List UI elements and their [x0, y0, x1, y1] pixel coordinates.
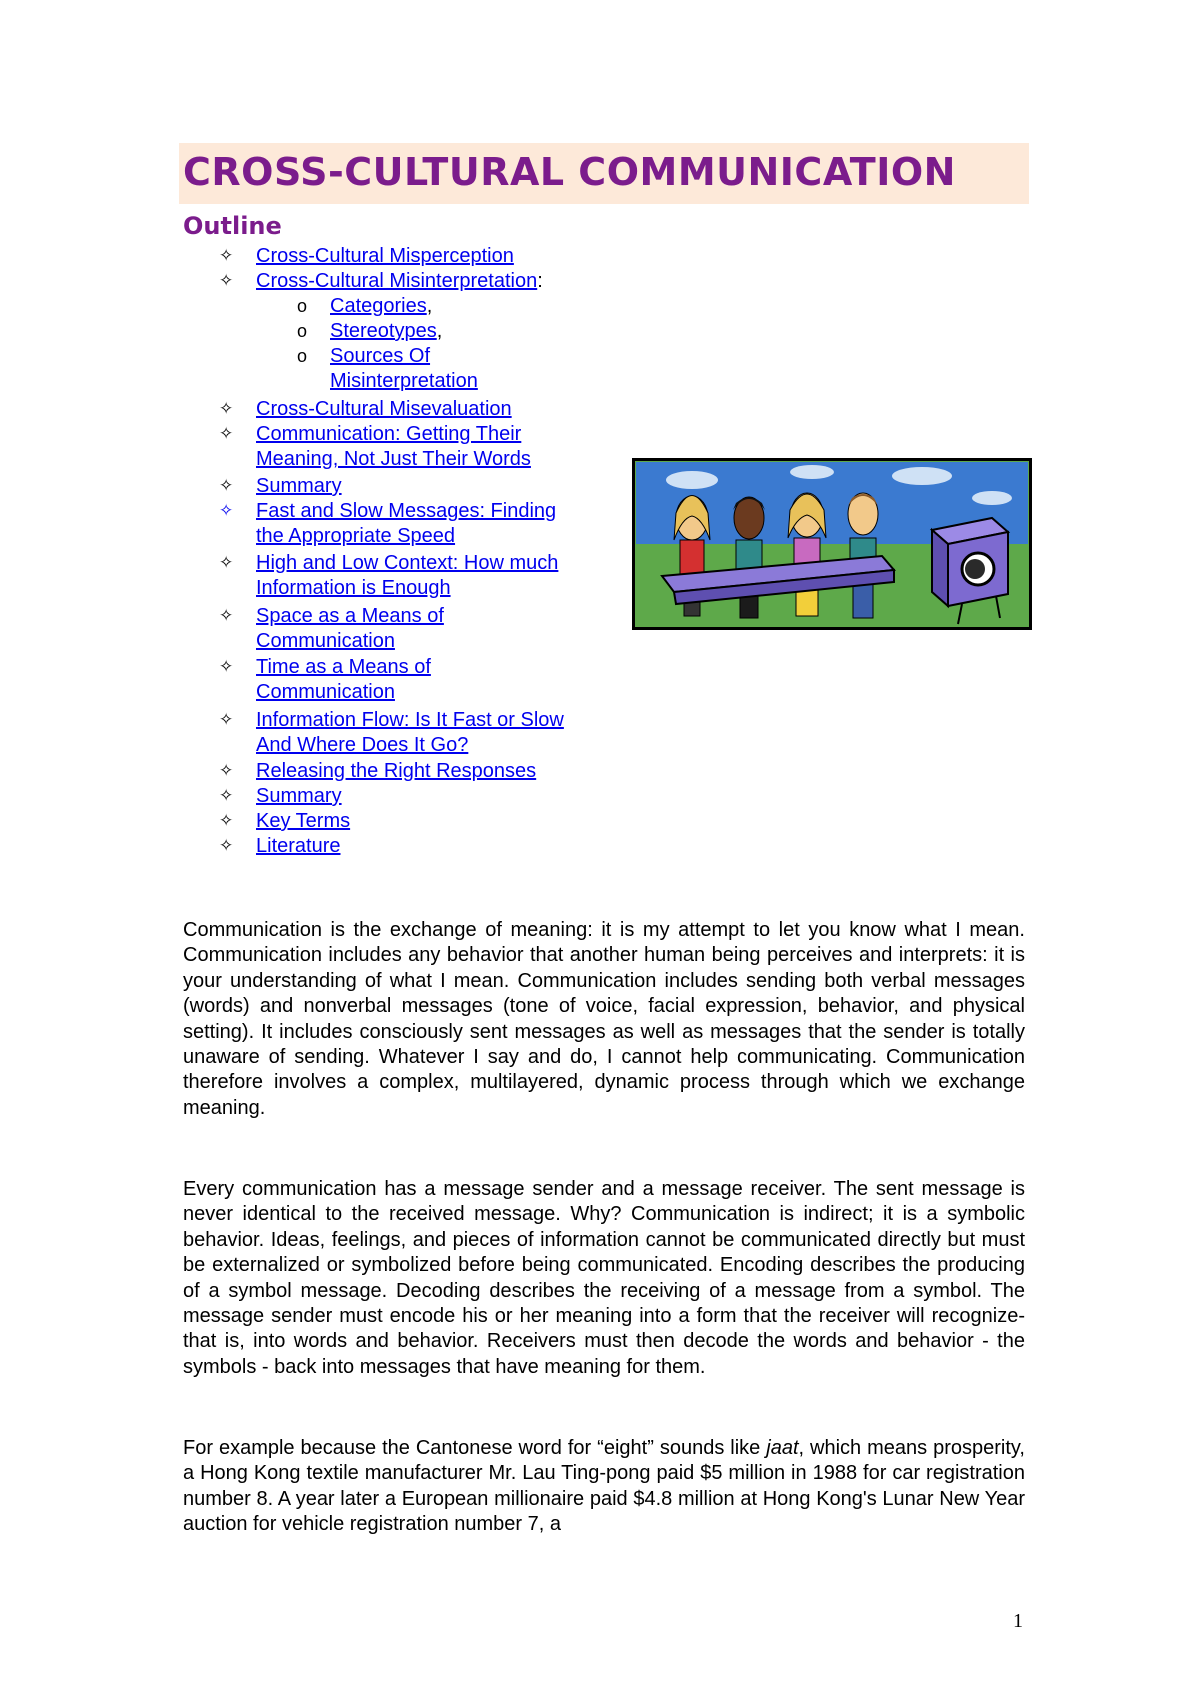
diamond-bullet-icon: ✧ [219, 657, 234, 676]
toc-link-high-low-context-2[interactable]: Information is Enough [256, 577, 451, 599]
toc-link-misinterpretation-sources[interactable]: Misinterpretation [330, 370, 478, 392]
diamond-bullet-icon: ✧ [219, 836, 234, 855]
paragraph-1: Communication is the exchange of meaning: it is my attempt to let you know what I mean. Communication includes any behavior that another human being perceives and interprets: it is your understanding of what I mean. Communication includes sending both verbal messages (words) and nonverbal messages (tone of voice, facial expression, behavior, and physical setting). It includes consciously sent messages as well as messages that the sender is totally unaware of sending. Whatever I say and do, I cannot help communicating. Communication therefore involves a complex, multilayered, dynamic process through which we exchange meaning. [183, 919, 1025, 1119]
diamond-bullet-icon: ✧ [219, 710, 234, 729]
circle-bullet-icon: o [297, 296, 308, 316]
toc-link-literature[interactable]: Literature [256, 835, 341, 857]
toc-link-stereotypes[interactable]: Stereotypes [330, 320, 437, 342]
diamond-bullet-icon: ✧ [219, 246, 234, 265]
diamond-bullet-icon: ✧ [219, 424, 234, 443]
diamond-bullet-icon: ✧ [219, 399, 234, 418]
paragraph-3-italic-word: jaat [766, 1437, 799, 1459]
toc-link-misevaluation[interactable]: Cross-Cultural Misevaluation [256, 398, 512, 420]
diamond-bullet-icon: ✧ [219, 786, 234, 805]
toc-link-sources-of[interactable]: Sources Of [330, 345, 431, 367]
circle-bullet-icon: o [297, 321, 308, 341]
toc-link-high-low-context[interactable]: High and Low Context: How much [256, 552, 559, 574]
toc-link-key-terms[interactable]: Key Terms [256, 810, 351, 832]
diamond-bullet-icon: ✧ [219, 553, 234, 572]
paragraph-3-text-b: , which means prosperity, a Hong Kong textile manufacturer Mr. Lau Ting-pong paid $5 million in 1988 for car registration number 8. A year later a European millionaire paid $4.8 million at Hong Kong's Lunar New Year auction for vehicle registration number 7, a [183, 1437, 1025, 1536]
diamond-bullet-icon: ✧ [219, 606, 234, 625]
toc-link-information-flow[interactable]: Information Flow: Is It Fast or Slow [256, 709, 564, 731]
toc-link-getting-meaning-2[interactable]: Meaning, Not Just Their Words [256, 448, 531, 470]
toc-punct: , [436, 320, 443, 342]
toc-link-categories[interactable]: Categories [330, 295, 427, 317]
toc-link-information-flow-2[interactable]: And Where Does It Go? [256, 734, 469, 756]
diamond-bullet-icon: ✧ [219, 271, 234, 290]
toc-link-time-2[interactable]: Communication [256, 681, 395, 703]
diamond-bullet-icon: ✧ [219, 761, 234, 780]
toc-link-fast-slow[interactable]: Fast and Slow Messages: Finding [256, 500, 557, 522]
toc-link-time[interactable]: Time as a Means of [256, 656, 431, 678]
diamond-bullet-icon: ✧ [219, 501, 234, 520]
paragraph-2: Every communication has a message sender and a message receiver. The sent message is never identical to the received message. Why? Communication is indirect; it is a symbolic behavior. Ideas, feelings, and pieces of information cannot be communicated directly but must be externalized or symbolized before being communicated. Encoding describes the producing of a symbol message. Decoding describes the receiving of a message from a symbol. The message sender must encode his or her meaning into a form that the receiver will recognize-that is, into words and behavior. Receivers must then decode the words and behavior - the symbols - back into messages that have meaning for them. [183, 1178, 1025, 1378]
toc-link-misperception[interactable]: Cross-Cultural Misperception [256, 245, 514, 267]
toc-link-space-2[interactable]: Communication [256, 630, 395, 652]
outline-heading: Outline [183, 212, 282, 240]
toc-link-space[interactable]: Space as a Means of [256, 605, 444, 627]
toc-link-fast-slow-2[interactable]: the Appropriate Speed [256, 525, 456, 547]
toc-punct: , [426, 295, 433, 317]
people-carrying-sign-illustration [632, 458, 1032, 630]
toc-link-summary-1[interactable]: Summary [256, 475, 342, 497]
diamond-bullet-icon: ✧ [219, 811, 234, 830]
circle-bullet-icon: o [297, 346, 308, 366]
toc-link-misinterpretation[interactable]: Cross-Cultural Misinterpretation [256, 270, 538, 292]
toc-link-summary-2[interactable]: Summary [256, 785, 342, 807]
page-number: 1 [1013, 1610, 1023, 1632]
toc-punct: : [537, 270, 543, 292]
paragraph-3 [183, 1436, 1025, 1538]
page-title: CROSS-CULTURAL COMMUNICATION [183, 150, 956, 194]
toc-link-getting-meaning[interactable]: Communication: Getting Their [256, 423, 522, 445]
paragraph-3-text-a: For example because the Cantonese word for “eight” sounds like [183, 1437, 767, 1459]
diamond-bullet-icon: ✧ [219, 476, 234, 495]
toc-link-releasing-responses[interactable]: Releasing the Right Responses [256, 760, 537, 782]
